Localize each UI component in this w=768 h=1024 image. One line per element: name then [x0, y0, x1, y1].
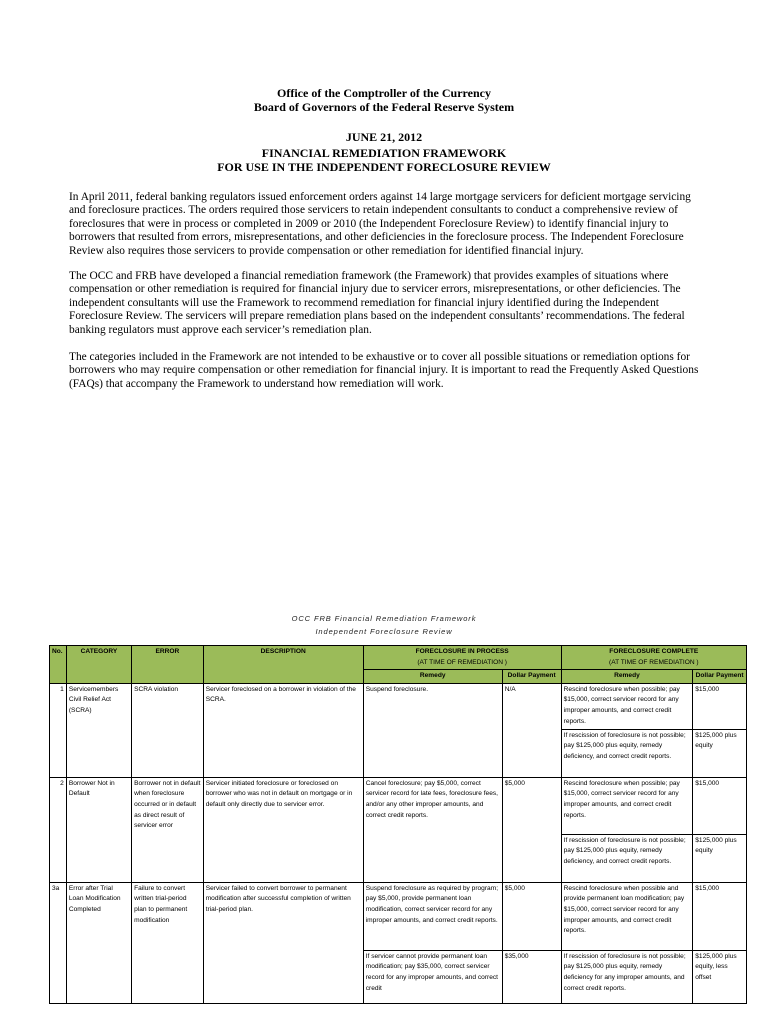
row-fip-payment: $5,000: [502, 777, 561, 882]
header-fip-dollar-payment: Dollar Payment: [502, 670, 561, 684]
row-fip-payment: N/A: [502, 683, 561, 777]
header-error: ERROR: [132, 646, 204, 684]
row-fc-remedy-alt: If rescission of foreclosure is not possible; pay $125,000 plus equity, remedy deficiency for any improper amounts, and correct credit reports.: [561, 950, 693, 1003]
header-fip-title: FORECLOSURE IN PROCESS: [415, 648, 509, 655]
header-fip-subtitle: (AT TIME OF REMEDIATION ): [417, 658, 507, 666]
row-category: Borrower Not in Default: [66, 777, 131, 882]
table-header-row-1: [50, 646, 747, 670]
remediation-table: [49, 645, 747, 1004]
row-category: Servicemembers Civil Relief Act (SCRA): [66, 683, 131, 777]
table-row: [50, 683, 747, 729]
document-title-line-2: FOR USE IN THE INDEPENDENT FORECLOSURE REVIEW: [217, 160, 551, 174]
header-fip-remedy: Remedy: [363, 670, 502, 684]
document-title-line-1: FINANCIAL REMEDIATION FRAMEWORK: [261, 146, 507, 160]
row-fip-remedy: Cancel foreclosure; pay $5,000, correct servicer record for late fees, foreclosure fees, and/or any other improper amounts, and correct credit reports.: [363, 777, 502, 882]
table-row: [50, 777, 747, 834]
header-fc-title: FORECLOSURE COMPLETE: [609, 648, 699, 655]
row-description: Servicer initiated foreclosure or foreclosed on borrower who was not in default on mortgage or in default only directly due to servicer error.: [203, 777, 363, 882]
row-fc-remedy-alt: If rescission of foreclosure is not possible; pay $125,000 plus equity, remedy deficiency, and correct credit reports.: [561, 834, 693, 882]
row-fc-payment: $15,000: [693, 777, 747, 834]
row-description: Servicer failed to convert borrower to permanent modification after successful completion of written trial-period plan.: [203, 882, 363, 1003]
row-fc-payment-alt: $125,000 plus equity: [693, 834, 747, 882]
header-foreclosure-complete: [561, 646, 746, 670]
header-fc-dollar-payment: Dollar Payment: [693, 670, 747, 684]
row-error: Failure to convert written trial-period plan to permanent modification: [132, 882, 204, 1003]
categories-paragraph: The categories included in the Framework are not intended to be exhaustive or to cover all possible situations or remediation options for borrowers who may require compensation or other remediation for financial injury. It is important to read the Frequently Asked Questions (FAQs) that accompany the Framework to understand how remediation will work.: [69, 351, 699, 390]
row-fip-remedy: Suspend foreclosure as required by program; pay $5,000, provide permanent loan modification, correct servicer record for any improper amounts, and correct credit reports.: [363, 882, 502, 950]
table-caption-subtitle: Independent Foreclosure Review: [315, 627, 453, 636]
row-fc-payment: $15,000: [693, 882, 747, 950]
row-fc-remedy: Rescind foreclosure when possible; pay $15,000, correct servicer record for any improper amounts, and correct credit reports.: [561, 683, 693, 729]
org-line-1: Office of the Comptroller of the Currency: [277, 86, 491, 100]
header-category: CATEGORY: [66, 646, 131, 684]
header-fc-remedy: Remedy: [561, 670, 693, 684]
row-fip-payment-alt: $35,000: [502, 950, 561, 1003]
row-number: 1: [50, 683, 67, 777]
row-fc-remedy: Rescind foreclosure when possible and provide permanent loan modification; pay $15,000, correct servicer record for any improper amounts, and correct credit reports.: [561, 882, 693, 950]
row-fc-remedy: Rescind foreclosure when possible; pay $15,000, correct servicer record for any improper amounts, and correct credit reports.: [561, 777, 693, 834]
document-date: JUNE 21, 2012: [345, 130, 423, 144]
row-fc-payment: $15,000: [693, 683, 747, 729]
header-foreclosure-in-process: [363, 646, 561, 670]
row-fip-remedy-alt: If servicer cannot provide permanent loan modification; pay $35,000, correct servicer record for any improper amounts, and correct credit: [363, 950, 502, 1003]
row-fc-payment-alt: $125,000 plus equity, less offset: [693, 950, 747, 1003]
row-fc-payment-alt: $125,000 plus equity: [693, 729, 747, 777]
header-description: DESCRIPTION: [203, 646, 363, 684]
row-number: 3a: [50, 882, 67, 1003]
row-error: Borrower not in default when foreclosure occurred or in default as direct result of servicer error: [132, 777, 204, 882]
row-number: 2: [50, 777, 67, 882]
row-error: SCRA violation: [132, 683, 204, 777]
header-no: No.: [50, 646, 67, 684]
row-fip-payment: $5,000: [502, 882, 561, 950]
row-category: Error after Trial Loan Modification Completed: [66, 882, 131, 1003]
framework-paragraph: The OCC and FRB have developed a financial remediation framework (the Framework) that provides examples of situations where compensation or other remediation is required for financial injury due to servicer errors, misrepresentations, or other deficiencies. The independent consultants will use the Framework to recommend remediation for financial injury identified during the Independent Foreclosure Review. The servicers will prepare remediation plans based on the independent consultants’ recommendations. The federal banking regulators must approve each servicer’s remediation plan.: [69, 270, 685, 336]
table-caption-title: OCC FRB Financial Remediation Framework: [291, 614, 477, 623]
row-description: Servicer foreclosed on a borrower in violation of the SCRA.: [203, 683, 363, 777]
table-row: [50, 882, 747, 950]
org-line-2: Board of Governors of the Federal Reserve System: [253, 100, 515, 114]
row-fc-remedy-alt: If rescission of foreclosure is not possible; pay $125,000 plus equity, remedy deficiency, and correct credit reports.: [561, 729, 693, 777]
header-fc-subtitle: (AT TIME OF REMEDIATION ): [609, 658, 699, 666]
row-fip-remedy: Suspend foreclosure.: [363, 683, 502, 777]
intro-paragraph: In April 2011, federal banking regulators issued enforcement orders against 14 large mortgage servicers for deficient mortgage servicing and foreclosure practices. The orders required those servicers to retain independent consultants to conduct a comprehensive review of foreclosures that were in process or completed in 2009 or 2010 (the Independent Foreclosure Review) to identify financial injury to borrowers that resulted from errors, misrepresentations, and other deficiencies in the foreclosure process. The Independent Foreclosure Review also requires those servicers to provide compensation or other remediation for identified financial injury.: [69, 191, 691, 257]
